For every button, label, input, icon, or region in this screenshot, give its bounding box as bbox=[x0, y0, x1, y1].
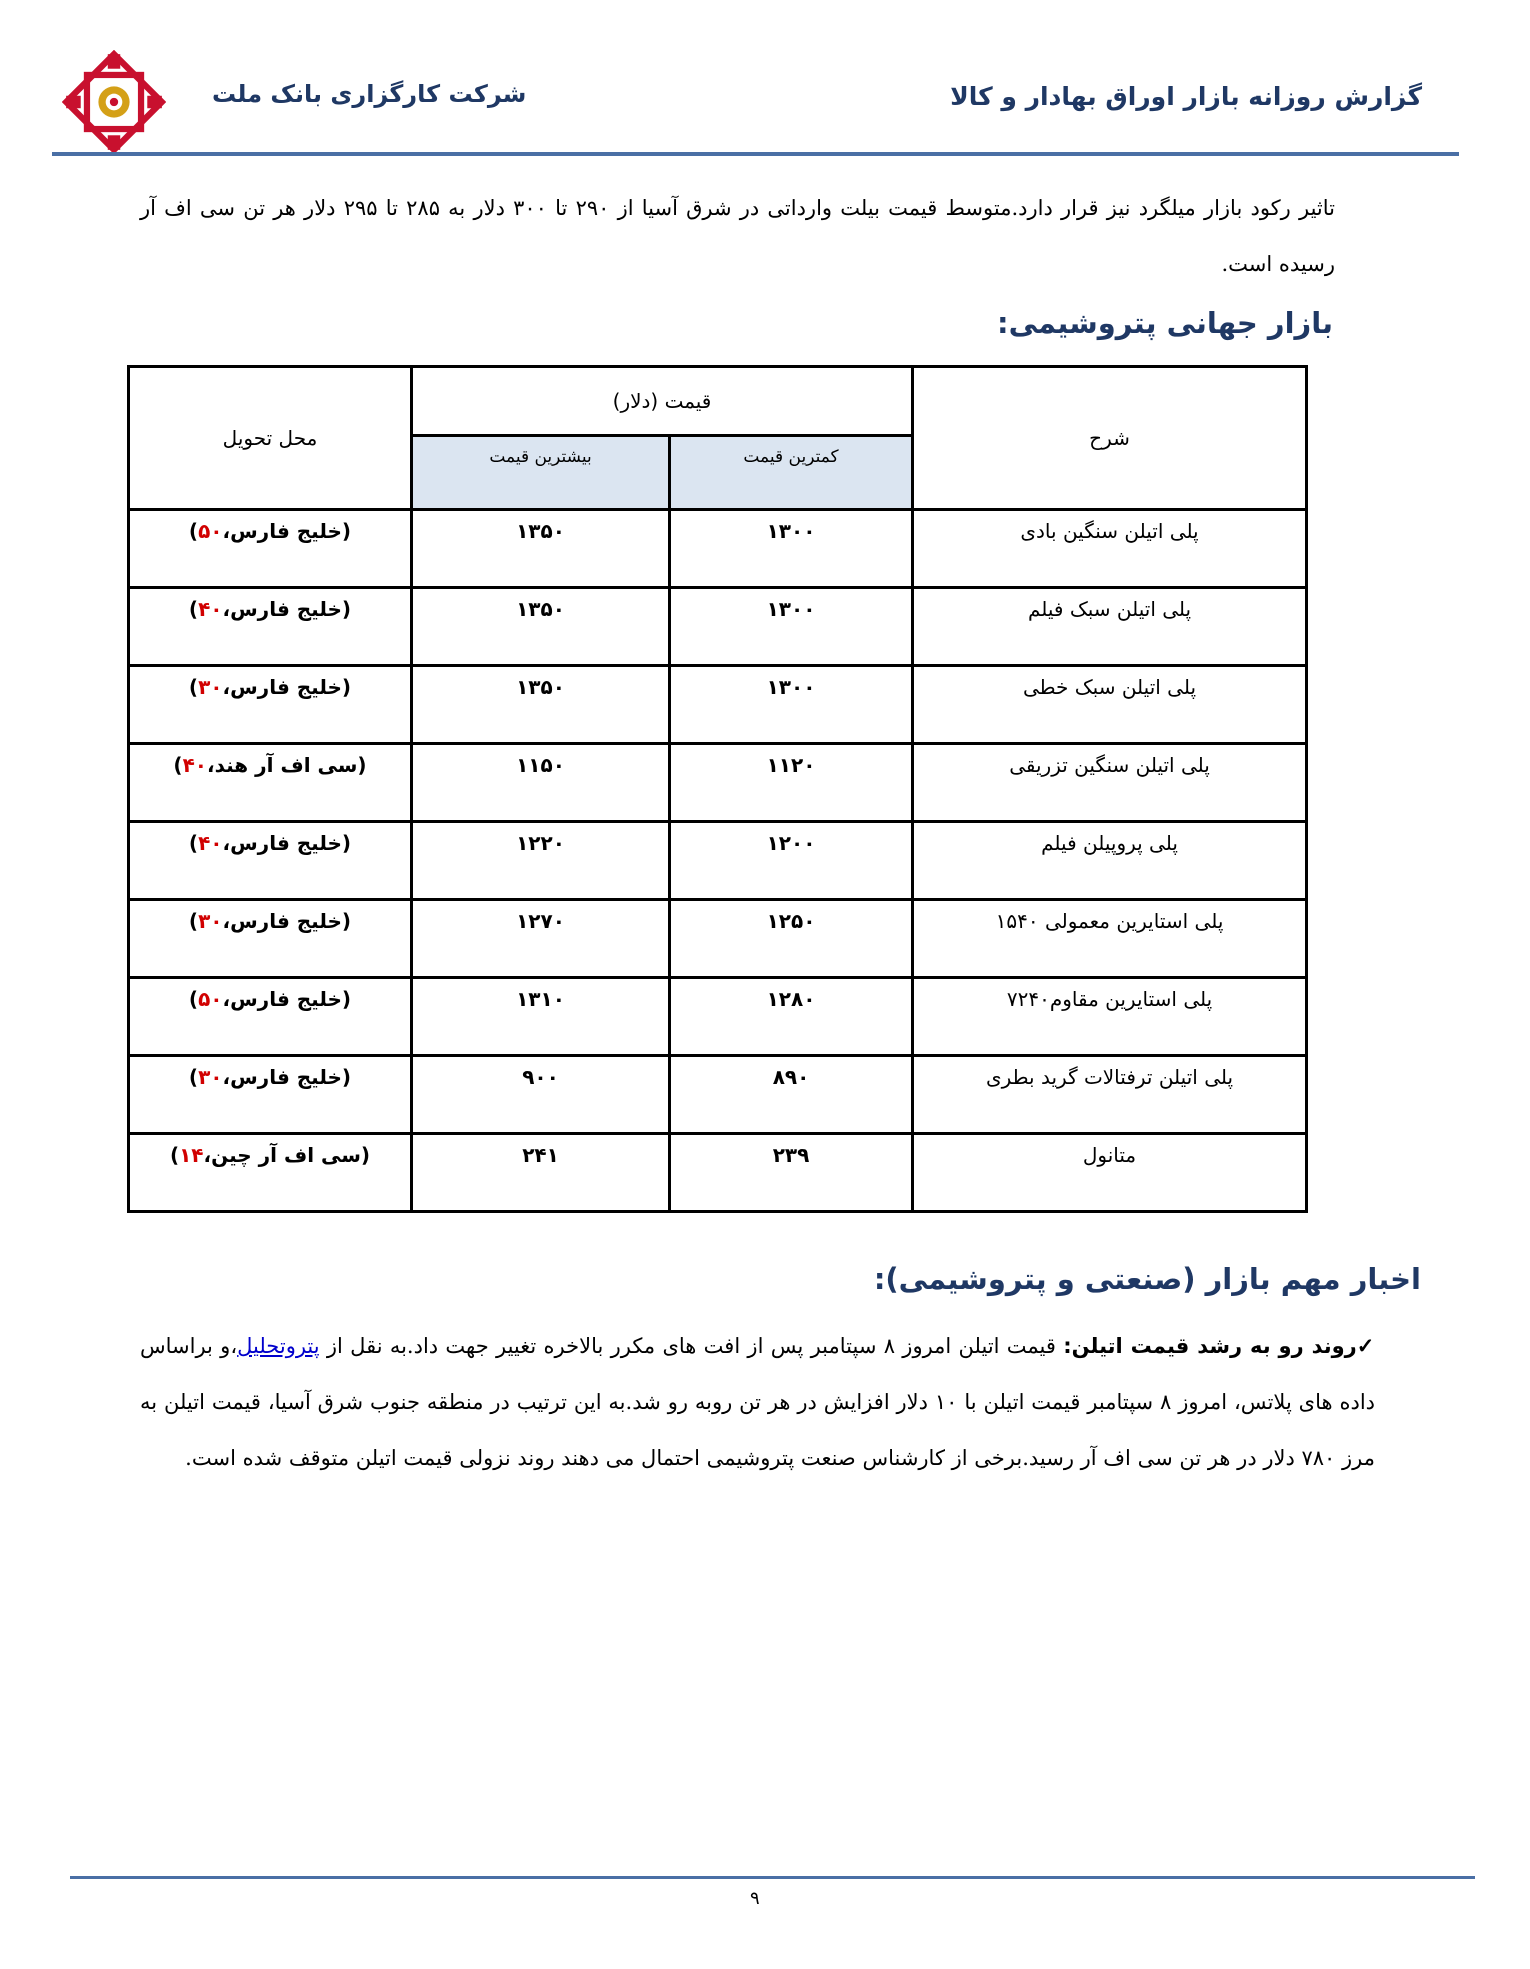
footer-divider bbox=[70, 1876, 1475, 1879]
page-number: ۹ bbox=[750, 1888, 760, 1909]
company-name: شرکت کارگزاری بانک ملت bbox=[212, 80, 527, 108]
cell-min-price: ۱۳۰۰ bbox=[670, 588, 913, 666]
cell-delivery bbox=[129, 1134, 412, 1212]
cell-description: پلی اتیلن سبک خطی bbox=[913, 666, 1307, 744]
cell-max-price: ۱۱۵۰ bbox=[412, 744, 670, 822]
cell-description: پلی استایرین مقاوم۷۲۴۰ bbox=[913, 978, 1307, 1056]
cell-description: پلی استایرین معمولی ۱۵۴۰ bbox=[913, 900, 1307, 978]
table-row bbox=[129, 1056, 1307, 1134]
cell-min-price: ۱۲۸۰ bbox=[670, 978, 913, 1056]
cell-min-price: ۱۳۰۰ bbox=[670, 666, 913, 744]
delivery-close: ) bbox=[188, 1065, 199, 1089]
cell-delivery bbox=[129, 510, 412, 588]
cell-max-price: ۱۳۵۰ bbox=[412, 588, 670, 666]
cell-delivery bbox=[129, 744, 412, 822]
delivery-close: ) bbox=[188, 987, 199, 1011]
cell-description: پلی اتیلن سنگین تزریقی bbox=[913, 744, 1307, 822]
table-row bbox=[129, 1134, 1307, 1212]
cell-description: پلی اتیلن سبک فیلم bbox=[913, 588, 1307, 666]
petrochemical-price-table bbox=[127, 365, 1308, 1213]
delivery-close: ) bbox=[188, 831, 199, 855]
delivery-number: ۴۰ bbox=[198, 597, 223, 621]
cell-max-price: ۱۲۲۰ bbox=[412, 822, 670, 900]
cell-min-price: ۲۳۹ bbox=[670, 1134, 913, 1212]
delivery-place: (خلیج فارس، bbox=[222, 597, 352, 621]
cell-delivery bbox=[129, 588, 412, 666]
table-row bbox=[129, 666, 1307, 744]
delivery-number: ۵۰ bbox=[198, 519, 223, 543]
cell-delivery bbox=[129, 900, 412, 978]
delivery-place: (خلیج فارس، bbox=[222, 1065, 352, 1089]
delivery-place: (سی اف آر چین، bbox=[203, 1143, 371, 1167]
header-min-price: کمترین قیمت bbox=[670, 436, 913, 510]
header-price-group: قیمت (دلار) bbox=[412, 367, 913, 436]
table-row bbox=[129, 510, 1307, 588]
cell-description: پلی پروپیلن فیلم bbox=[913, 822, 1307, 900]
news-paragraph bbox=[140, 1318, 1375, 1486]
report-title: گزارش روزانه بازار اوراق بهادار و کالا bbox=[950, 82, 1422, 111]
delivery-close: ) bbox=[173, 753, 183, 777]
section-title-market-news: اخبار مهم بازار (صنعتی و پتروشیمی): bbox=[873, 1262, 1421, 1296]
cell-min-price: ۱۲۵۰ bbox=[670, 900, 913, 978]
cell-description: متانول bbox=[913, 1134, 1307, 1212]
bank-mellat-logo-icon bbox=[62, 50, 166, 154]
table-row bbox=[129, 900, 1307, 978]
news-headline: روند رو به رشد قیمت اتیلن: bbox=[1063, 1334, 1357, 1358]
delivery-number: ۳۰ bbox=[198, 1065, 223, 1089]
cell-delivery bbox=[129, 978, 412, 1056]
cell-delivery bbox=[129, 666, 412, 744]
header-description: شرح bbox=[913, 367, 1307, 510]
delivery-number: ۴۰ bbox=[182, 753, 207, 777]
intro-paragraph: تاثیر رکود بازار میلگرد نیز قرار دارد.متوسط قیمت بیلت وارداتی در شرق آسیا از ۲۹۰ تا ۳۰۰ دلار به ۲۸۵ تا ۲۹۵ دلار هر تن سی اف آر رسیده است. bbox=[140, 196, 1336, 276]
delivery-number: ۳۰ bbox=[198, 909, 223, 933]
delivery-place: (خلیج فارس، bbox=[222, 987, 352, 1011]
cell-description: پلی اتیلن ترفتالات گرید بطری bbox=[913, 1056, 1307, 1134]
cell-max-price: ۱۳۱۰ bbox=[412, 978, 670, 1056]
section-title-petrochemical-market: بازار جهانی پتروشیمی: bbox=[997, 306, 1333, 340]
delivery-number: ۵۰ bbox=[198, 987, 223, 1011]
petrotahlil-link[interactable]: پتروتحلیل bbox=[237, 1334, 320, 1358]
delivery-place: (خلیج فارس، bbox=[222, 909, 352, 933]
header-delivery: محل تحویل bbox=[129, 367, 412, 510]
checkmark-icon: ✓ bbox=[1356, 1333, 1375, 1358]
cell-delivery bbox=[129, 1056, 412, 1134]
delivery-close: ) bbox=[188, 597, 199, 621]
delivery-close: ) bbox=[188, 909, 199, 933]
table-row bbox=[129, 588, 1307, 666]
table-row bbox=[129, 744, 1307, 822]
header-max-price: بیشترین قیمت bbox=[412, 436, 670, 510]
table-row bbox=[129, 822, 1307, 900]
delivery-close: ) bbox=[188, 675, 199, 699]
cell-min-price: ۱۲۰۰ bbox=[670, 822, 913, 900]
cell-min-price: ۸۹۰ bbox=[670, 1056, 913, 1134]
cell-delivery bbox=[129, 822, 412, 900]
delivery-place: (خلیج فارس، bbox=[222, 519, 352, 543]
delivery-number: ۴۰ bbox=[198, 831, 223, 855]
news-text-part2: ،و براساس داده های پلاتس، امروز ۸ سپتامبر قیمت اتیلن با ۱۰ دلار افزایش در هر تن روبه رو شد.به این ترتیب در منطقه جنوب شرق آسیا، قیمت اتیلن به مرز ۷۸۰ دلار در هر تن سی اف آر رسید.برخی از کارشناس صنعت پتروشیمی احتمال می دهند روند نزولی قیمت اتیلن متوقف شده است. bbox=[140, 1334, 1375, 1470]
cell-max-price: ۱۲۷۰ bbox=[412, 900, 670, 978]
delivery-number: ۳۰ bbox=[198, 675, 223, 699]
header-divider bbox=[52, 152, 1459, 156]
delivery-close: ) bbox=[169, 1143, 180, 1167]
delivery-close: ) bbox=[188, 519, 199, 543]
cell-description: پلی اتیلن سنگین بادی bbox=[913, 510, 1307, 588]
delivery-number: ۱۴ bbox=[179, 1143, 204, 1167]
cell-max-price: ۱۳۵۰ bbox=[412, 666, 670, 744]
cell-min-price: ۱۱۲۰ bbox=[670, 744, 913, 822]
cell-max-price: ۹۰۰ bbox=[412, 1056, 670, 1134]
news-text-part1: قیمت اتیلن امروز ۸ سپتامبر پس از افت های مکرر بالاخره تغییر جهت داد.به نقل از bbox=[319, 1334, 1064, 1358]
cell-max-price: ۲۴۱ bbox=[412, 1134, 670, 1212]
cell-min-price: ۱۳۰۰ bbox=[670, 510, 913, 588]
delivery-place: (خلیج فارس، bbox=[222, 831, 352, 855]
delivery-place: (سی اف آر هند، bbox=[206, 753, 367, 777]
table-row bbox=[129, 978, 1307, 1056]
delivery-place: (خلیج فارس، bbox=[222, 675, 352, 699]
cell-max-price: ۱۳۵۰ bbox=[412, 510, 670, 588]
